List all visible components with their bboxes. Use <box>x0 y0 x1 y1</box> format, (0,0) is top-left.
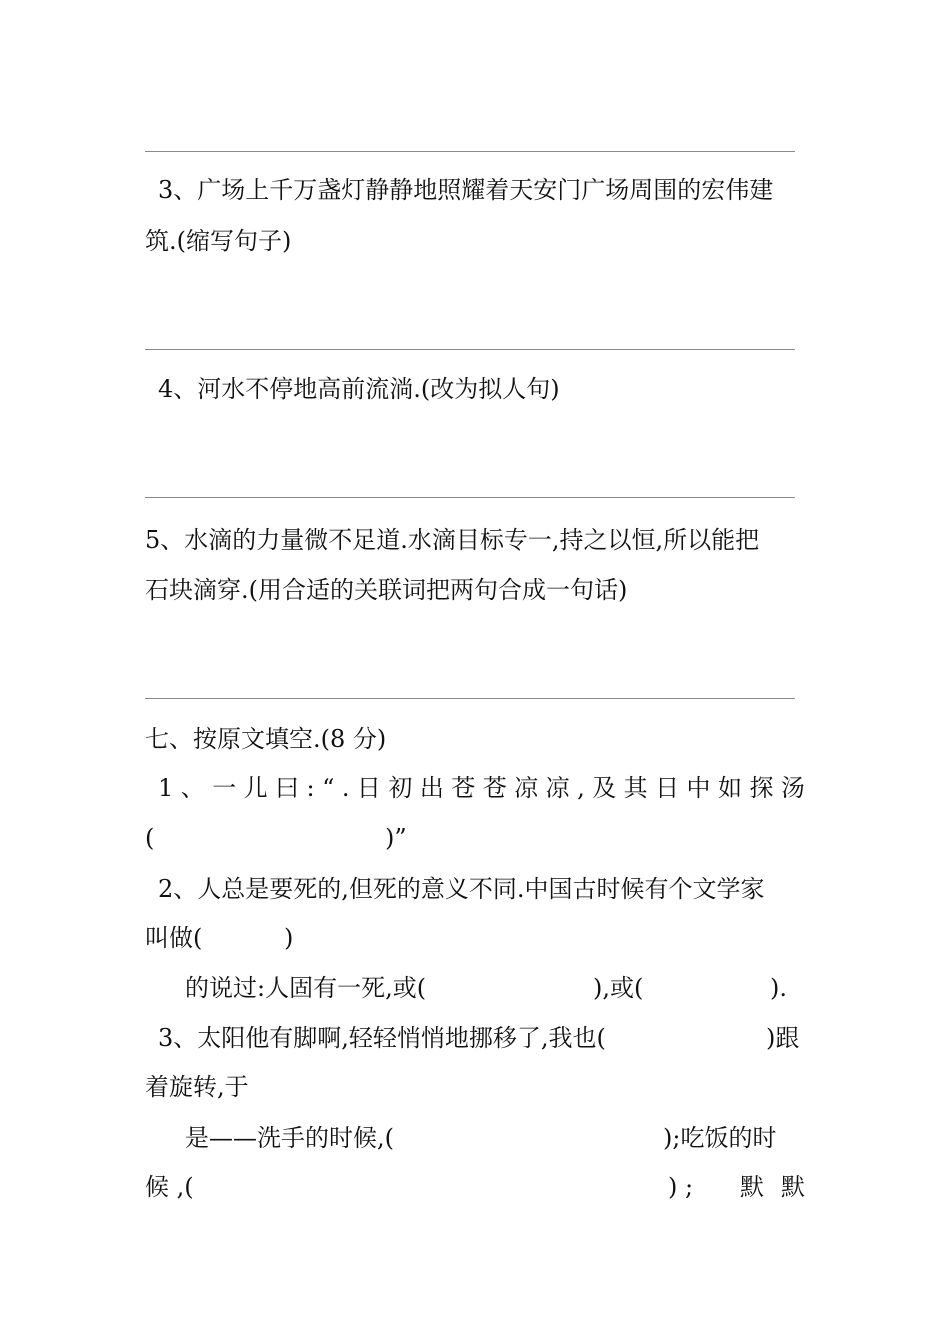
item-3-line-1b: )跟 <box>766 1024 800 1052</box>
item-3-line-1a: 3、太阳他有脚啊,轻轻悄悄地挪移了,我也( <box>158 1024 606 1052</box>
question-4-line-1: 4、河水不停地高前流淌.(改为拟人句) <box>158 375 560 403</box>
item-1-char: 儿 <box>243 774 268 802</box>
item-1-char: 凉 <box>545 774 570 802</box>
question-3-line-1: 3、广场上千万盏灯静静地照耀着天安门广场周围的宏伟建 <box>158 176 774 204</box>
item-2-line-3a: 的说过:人固有一死,或( <box>185 974 427 1002</box>
item-2-line-3c: ). <box>770 974 787 1002</box>
item-1-char: 汤 <box>780 774 805 802</box>
item-3-line-4d: 默 <box>781 1173 805 1201</box>
item-3-line-3b: );吃饭的时 <box>663 1124 777 1152</box>
item-1-char: 1 <box>158 774 174 802</box>
item-1-char: 一 <box>212 774 237 802</box>
item-1-char: 曰 <box>275 774 300 802</box>
item-1-char: , <box>577 774 585 802</box>
item-1-line-1 <box>158 773 805 803</box>
section-7-title: 七、按原文填空.(8 分) <box>145 725 387 753</box>
item-1-char: 、 <box>180 774 205 802</box>
item-2-line-1: 2、人总是要死的,但死的意义不同.中国古时候有个文学家 <box>158 875 765 903</box>
item-1-char: 出 <box>419 774 444 802</box>
item-1-char: 初 <box>388 774 413 802</box>
item-1-char: . <box>341 774 350 802</box>
item-1-char: 及 <box>592 774 617 802</box>
item-1-char: “ <box>322 774 335 802</box>
item-1-char: : <box>306 774 315 802</box>
item-2-blank-close: ) <box>284 924 294 952</box>
item-3-line-4a: 候 ,( <box>145 1173 194 1201</box>
item-1-char: 如 <box>718 774 742 802</box>
item-1-char: 苍 <box>451 774 476 802</box>
item-1-char: 其 <box>623 774 648 802</box>
item-1-char: 凉 <box>514 774 539 802</box>
answer-line <box>145 151 795 152</box>
item-2-blank-open: 叫做( <box>145 924 203 952</box>
item-1-char: 日 <box>655 774 680 802</box>
item-1-char: 苍 <box>482 774 507 802</box>
item-3-line-4c: 默 <box>740 1173 764 1201</box>
question-3-line-2: 筑.(缩写句子) <box>145 227 292 255</box>
question-5-line-2: 石块滴穿.(用合适的关联词把两句合成一句话) <box>145 576 628 604</box>
item-1-char: 中 <box>686 774 711 802</box>
answer-line <box>145 698 795 699</box>
item-1-char: 日 <box>356 774 381 802</box>
item-3-line-3a: 是——洗手的时候,( <box>185 1124 394 1152</box>
item-1-char: 探 <box>749 774 774 802</box>
item-1-blank-open: ( <box>145 824 155 852</box>
item-2-line-3b: ),或( <box>593 974 644 1002</box>
item-3-line-4b: ) ; <box>668 1173 694 1201</box>
item-3-line-2: 着旋转,于 <box>145 1073 249 1101</box>
question-5-line-1: 5、水滴的力量微不足道.水滴目标专一,持之以恒,所以能把 <box>145 526 760 554</box>
answer-line <box>145 497 795 498</box>
answer-line <box>145 349 795 350</box>
item-1-blank-close: )” <box>385 824 407 852</box>
